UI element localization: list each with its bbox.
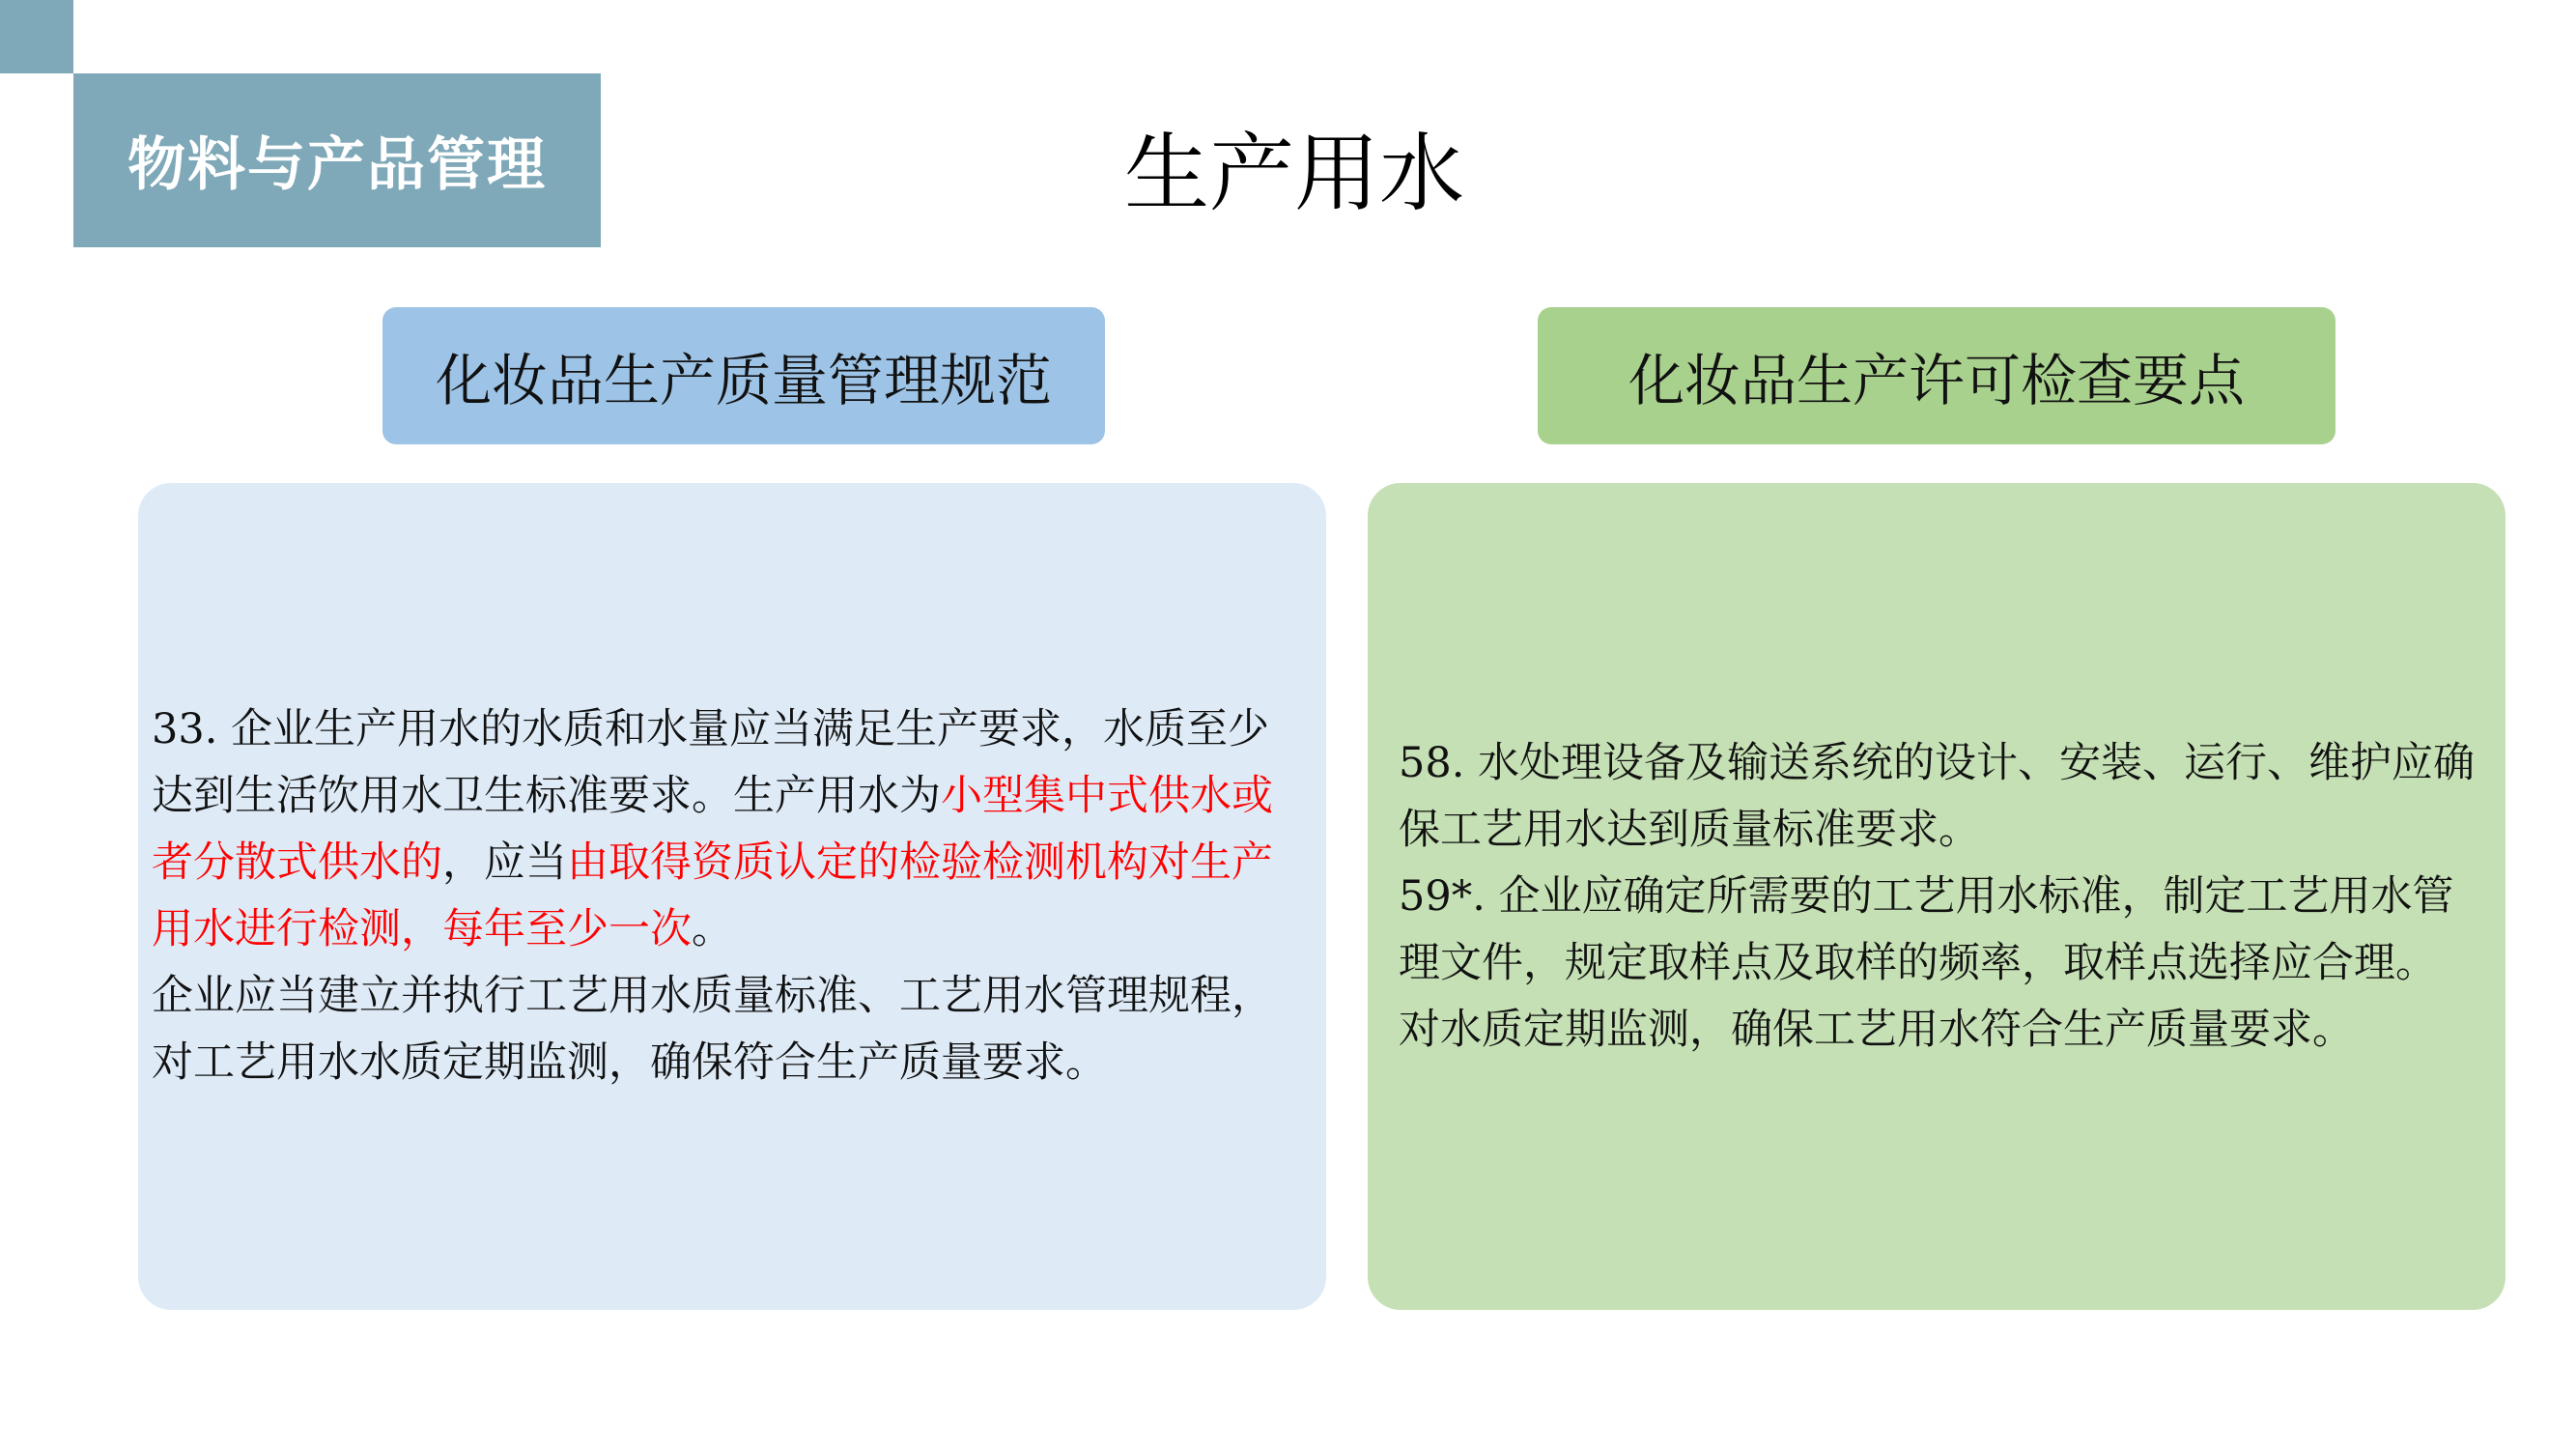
right-panel-text	[1399, 730, 2477, 1064]
slide-title: 生产用水	[1123, 124, 1464, 223]
section-tag	[73, 73, 601, 247]
right-column-header: 化妆品生产许可检查要点	[1538, 307, 2335, 444]
paragraph	[152, 963, 1297, 1096]
highlighted-text: 小型集中式供水或者分散式供水的	[152, 772, 1273, 887]
clause-number: 58.	[1399, 738, 1465, 787]
clause-number: 59*.	[1399, 871, 1486, 921]
left-panel-text	[152, 696, 1297, 1096]
paragraph	[152, 696, 1297, 963]
right-content-panel	[1368, 483, 2505, 1310]
clause-number: 33.	[152, 705, 218, 753]
corner-decoration	[0, 0, 73, 73]
body-text: 企业应当建立并执行工艺用水质量标准、工艺用水管理规程，对工艺用水水质定期监测，确保符合生产质量要求。	[152, 972, 1273, 1087]
paragraph	[1399, 730, 2477, 864]
left-content-panel	[138, 483, 1326, 1310]
body-text: ，应当	[442, 838, 567, 887]
body-text: 企业生产用水的水质和水量应当满足生产要求，水质至少达到生活饮用水卫生标准要求。生产用水为	[152, 705, 1270, 820]
body-text: 。	[692, 905, 733, 953]
section-tag-label: 物料与产品管理	[127, 131, 547, 199]
body-text: 企业应确定所需要的工艺用水标准，制定工艺用水管理文件，规定取样点及取样的频率，取样点选择应合理。对水质定期监测，确保工艺用水符合生产质量要求。	[1399, 871, 2454, 1054]
left-column-header: 化妆品生产质量管理规范	[382, 307, 1105, 444]
highlighted-text: 由取得资质认定的检验检测机构对生产用水进行检测，每年至少一次	[152, 838, 1273, 953]
paragraph	[1399, 864, 2477, 1064]
body-text: 水处理设备及输送系统的设计、安装、运行、维护应确保工艺用水达到质量标准要求。	[1399, 738, 2476, 854]
